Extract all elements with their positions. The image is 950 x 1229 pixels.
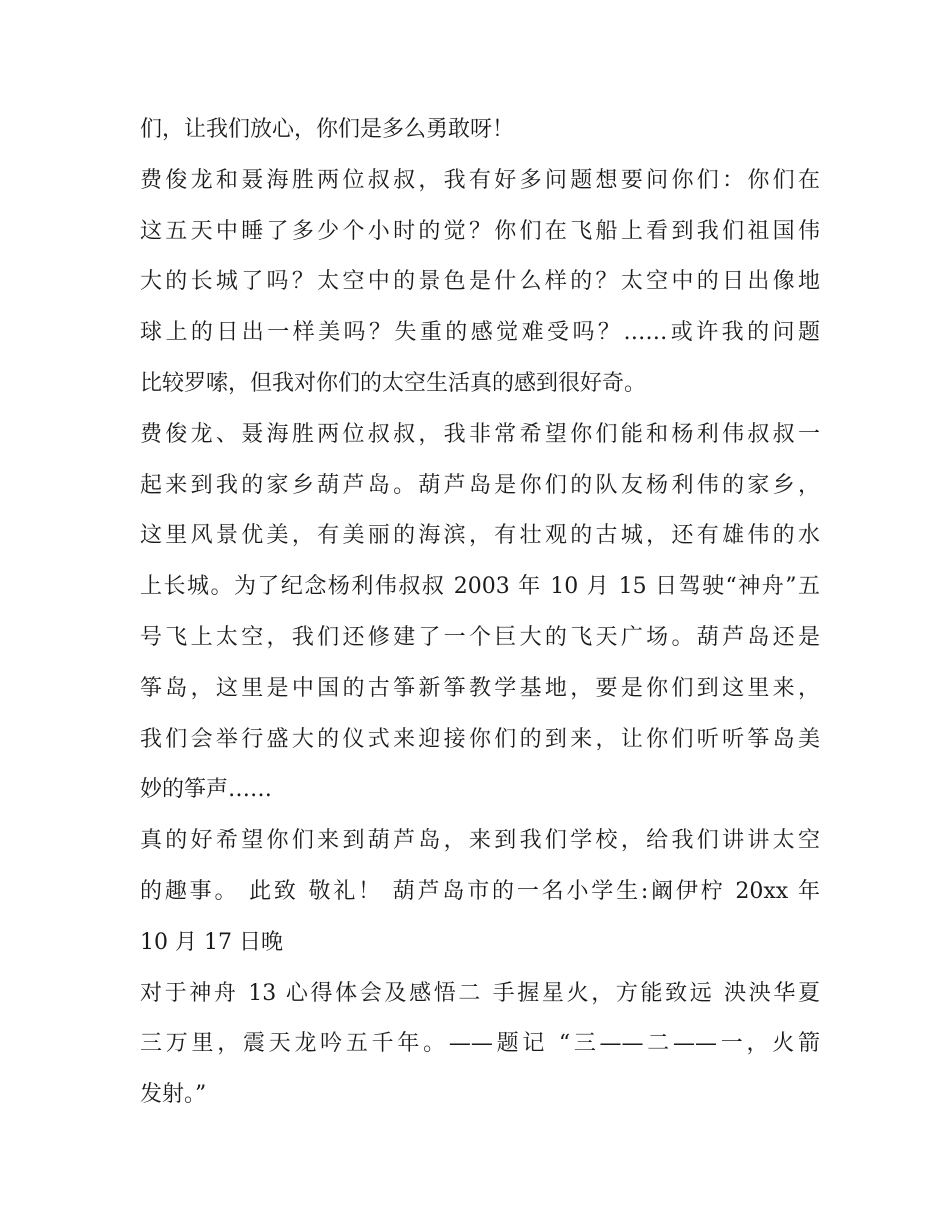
text-line: 这五天中睡了多少个小时的觉？你们在飞船上看到我们祖国伟 [140,218,820,244]
text-line: 10 月 17 日晚 [140,929,283,955]
text-line: 这里风景优美，有美丽的海滨，有壮观的古城，还有雄伟的水 [140,523,820,549]
text-line: 的趣事。 此致 敬礼！ 葫芦岛市的一名小学生:阚伊柠 20xx 年 [140,878,820,904]
text-line: 我们会举行盛大的仪式来迎接你们的到来，让你们听听筝岛美 [140,726,820,752]
text-line: 发射。” [140,1082,207,1108]
text-line: 上长城。为了纪念杨利伟叔叔 2003 年 10 月 15 日驾驶“神舟”五 [140,574,820,600]
text-line: 大的长城了吗？太空中的景色是什么样的？太空中的日出像地 [140,269,820,295]
text-line: 起来到我的家乡葫芦岛。葫芦岛是你们的队友杨利伟的家乡， [140,472,820,498]
text-line: 号飞上太空，我们还修建了一个巨大的飞天广场。葫芦岛还是 [140,624,820,650]
text-line: 比较罗嗦，但我对你们的太空生活真的感到很好奇。 [140,370,647,396]
text-line: 真的好希望你们来到葫芦岛，来到我们学校，给我们讲讲太空 [140,828,820,854]
text-line: 妙的筝声…… [140,777,273,803]
text-line: 费俊龙和聂海胜两位叔叔，我有好多问题想要问你们：你们在 [140,167,820,193]
text-line: 筝岛，这里是中国的古筝新筝教学基地，要是你们到这里来， [140,675,820,701]
text-line: 费俊龙、聂海胜两位叔叔，我非常希望你们能和杨利伟叔叔一 [140,421,820,447]
letter-body [140,105,820,1121]
text-line: 三万里，震天龙吟五千年。——题记 “三——二——一，火箭 [140,1031,820,1057]
text-line: 对于神舟 13 心得体会及感悟二 手握星火，方能致远 泱泱华夏 [140,980,820,1006]
text-line: 球上的日出一样美吗？失重的感觉难受吗？……或许我的问题 [140,320,820,346]
text-line: 们，让我们放心，你们是多么勇敢呀！ [140,117,515,142]
